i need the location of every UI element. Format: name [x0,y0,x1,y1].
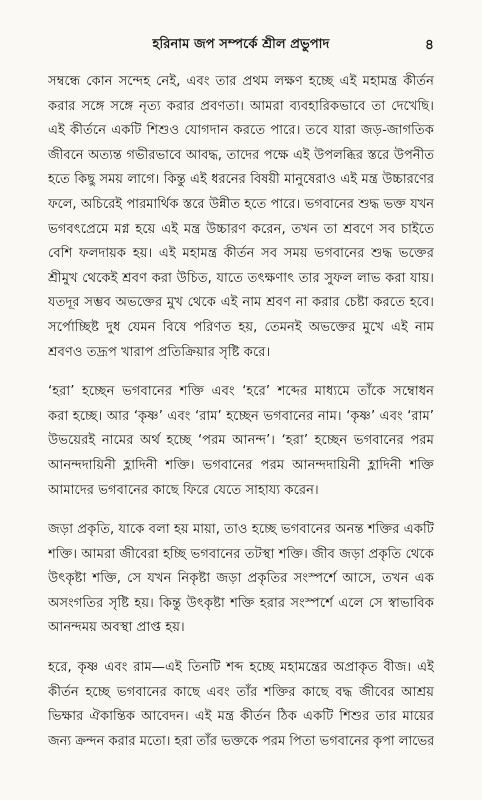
text-line: সম্বন্ধে কোন সন্দেহ নেই, এবং তার প্রথম লক্ষণ হচ্ছে এই মহামন্ত্র কীর্তন [48,74,434,89]
text-line: জীবনে অত্যন্ত গভীরভাবে আবদ্ধ, তাদের পক্ষে এই উপলব্ধির স্তরে উপনীত [48,147,434,163]
text-line: শ্রবণও তদ্রূপ খারাপ প্রতিক্রিয়ার সৃষ্টি করে। [48,344,271,360]
text-line: ভগবৎপ্রেমে মগ্ন হয়ে এই মন্ত্র উচ্চারণ করেন, তখন তা শ্রবণে সব চাইতে [48,221,434,237]
text-line: আমাদের ভগবানের কাছে ফিরে যেতে সাহায্য করেন। [48,482,319,498]
text-line: জড়া প্রকৃতি, যাকে বলা হয় মায়া, তাও হচ্ছে ভগবানের অনন্ত শক্তির একটি [48,522,434,538]
text-line: হরে, কৃষ্ণ এবং রাম—এই তিনটি শব্দ হচ্ছে মহামন্ত্রের অপ্রাকৃত বীজ। এই [48,660,434,676]
text-line: উভয়েরই নামের অর্থ হচ্ছে ‘পরম আনন্দ’। ‘হরা’ হচ্ছেন ভগবানের পরম [48,433,434,449]
text-line: অসংগতির সৃষ্টি হয়। কিন্তু উৎকৃষ্টা শক্তি হরার সংস্পর্শে এলে সে স্বাভাবিক [48,595,434,611]
text-line: করা হচ্ছে। আর ‘কৃষ্ণ’ এবং ‘রাম’ হচ্ছেন ভগবানের নাম। ‘কৃষ্ণ’ এবং ‘রাম’ [48,408,434,424]
paragraph-3 [48,518,434,641]
text-line: কীর্তন হচ্ছে ভগবানের কাছে এবং তাঁর শক্তির কাছে বদ্ধ জীবের আশ্রয় [48,684,434,700]
text-line: ফলে, অচিরেই পারমার্থিক স্তরে উন্নীত হতে পারে। ভগবানের শুদ্ধ ভক্ত যখন [48,196,434,212]
text-line: আনন্দময় অবস্থা প্রাপ্ত হয়। [48,620,185,636]
text-line: ভিক্ষার ঐকান্তিক আবেদন। এই মন্ত্র কীর্তন ঠিক একটি শিশুর তার মায়ের [48,709,434,725]
text-line: হতে কিছু সময় লাগে। কিন্তু এই ধরনের বিষয়ী মানুষেরাও এই মন্ত্র উচ্চারণের [48,172,434,188]
running-title: হরিনাম জপ সম্পর্কে শ্রীল প্রভুপাদ [152,37,330,52]
text-line: শ্রীমুখ থেকেই শ্রবণ করা উচিত, যাতে তৎক্ষণাৎ তার সুফল লাভ করা যায়। [48,270,434,286]
page-number: ৪ [424,37,434,53]
text-line: এই কীর্তনে একটি শিশুও যোগদান করতে পারে। তবে যারা জড়-জাগতিক [48,123,434,139]
text-line: উৎকৃষ্টা শক্তি, সে যখন নিকৃষ্টা জড়া প্রকৃতির সংস্পর্শে আসে, তখন এক [48,571,434,587]
text-line: বেশি ফলদায়ক হয়। এই মহামন্ত্র কীর্তন সব সময় ভগবানের শুদ্ধ ভক্তের [48,246,434,262]
paragraph-4 [48,656,434,754]
text-line: জন্য ক্রন্দন করার মতো। হরা তাঁর ভক্তকে পরম পিতা ভগবানের কৃপা লাভের [48,733,434,749]
text-line: শক্তি। আমরা জীবেরা হচ্ছি ভগবানের তটস্থা শক্তি। জীব জড়া প্রকৃতি থেকে [48,546,434,562]
text-line: করার সঙ্গে সঙ্গে নৃত্য করার প্রবণতা। আমরা ব্যবহারিকভাবে তা দেখেছি। [48,98,434,114]
text-line: সর্পোচ্ছিষ্ট দুধ যেমন বিষে পরিণত হয়, তেমনই অভক্তের মুখে এই নাম [48,319,434,335]
text-line: আনন্দদায়িনী হ্লাদিনী শক্তি। ভগবানের পরম আনন্দদায়িনী হ্লাদিনী শক্তি [48,457,434,473]
text-line: ‘হরা’ হচ্ছেন ভগবানের শক্তি এবং ‘হরে’ শব্দের মাধ্যমে তাঁকে সম্বোধন [48,384,434,400]
paragraph-2 [48,380,434,503]
text-line: যতদূর সম্ভব অভক্তের মুখ থেকে এই নাম শ্রবণ না করার চেষ্টা করতে হবে। [48,295,434,311]
paragraph-1 [48,70,434,365]
running-header [48,34,434,56]
